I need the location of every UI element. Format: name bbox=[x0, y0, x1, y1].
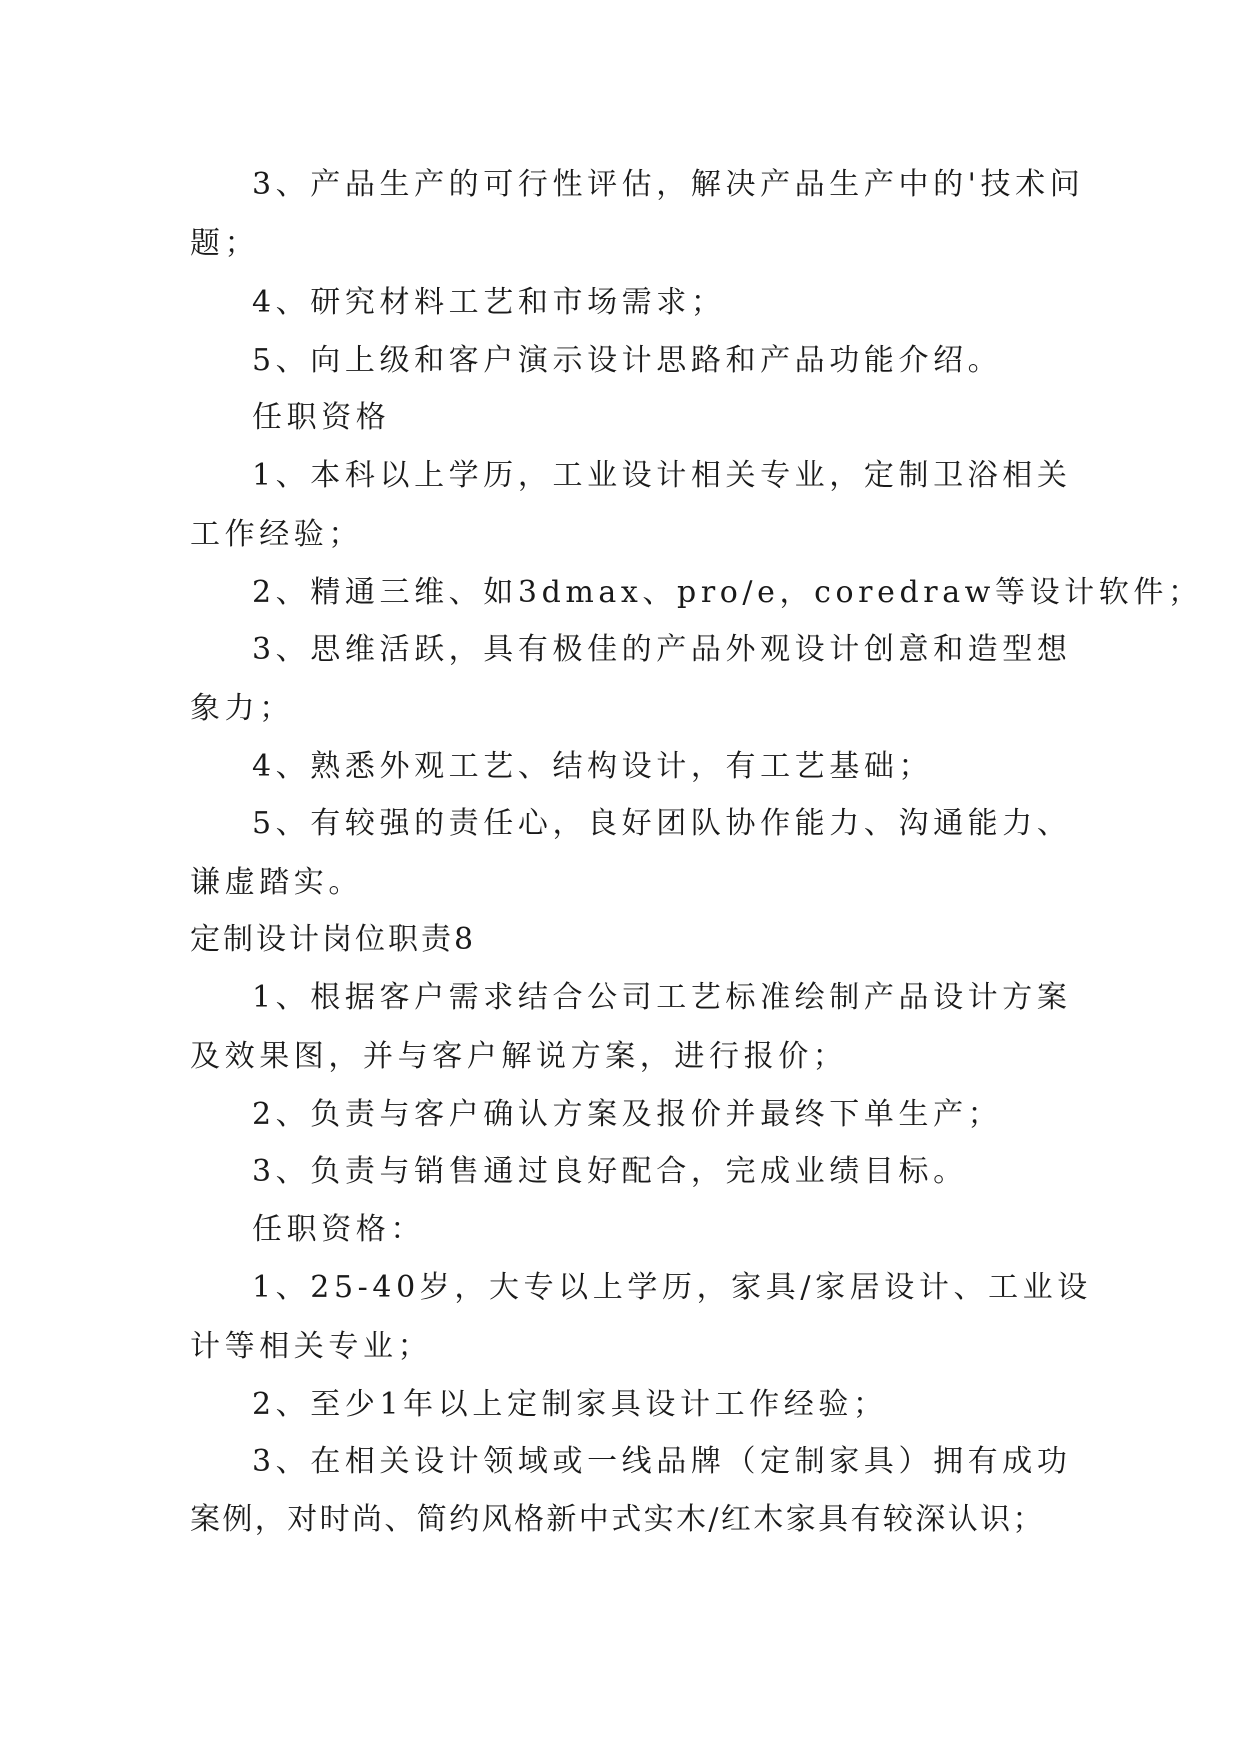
paragraph-line: 谦虚踏实。 bbox=[190, 865, 363, 900]
paragraph-line: 及效果图，并与客户解说方案，进行报价； bbox=[190, 1039, 848, 1074]
paragraph-line: 案例，对时尚、简约风格新中式实木/红木家具有较深认识； bbox=[190, 1502, 1045, 1537]
paragraph-line: 2、至少1年以上定制家具设计工作经验； bbox=[252, 1387, 888, 1422]
paragraph-line: 3、产品生产的可行性评估，解决产品生产中的'技术问 bbox=[252, 167, 1085, 202]
paragraph-line: 象力； bbox=[190, 691, 294, 726]
paragraph-line: 3、负责与销售通过良好配合，完成业绩目标。 bbox=[252, 1154, 968, 1189]
paragraph-line: 3、在相关设计领域或一线品牌（定制家具）拥有成功 bbox=[252, 1444, 1072, 1479]
section-title: 定制设计岗位职责8 bbox=[190, 922, 477, 957]
paragraph-line: 4、研究材料工艺和市场需求； bbox=[252, 285, 726, 320]
paragraph-line: 1、25-40岁，大专以上学历，家具/家居设计、工业设 bbox=[252, 1270, 1092, 1305]
paragraph-line: 2、精通三维、如3dmax、pro/e，coredraw等设计软件； bbox=[252, 575, 1203, 610]
paragraph-line: 1、根据客户需求结合公司工艺标准绘制产品设计方案 bbox=[252, 980, 1072, 1015]
paragraph-line: 5、有较强的责任心，良好团队协作能力、沟通能力、 bbox=[252, 806, 1072, 841]
section-heading: 任职资格 bbox=[252, 400, 391, 435]
paragraph-line: 2、负责与客户确认方案及报价并最终下单生产； bbox=[252, 1097, 1003, 1132]
paragraph-line: 计等相关专业； bbox=[190, 1329, 433, 1364]
section-heading: 任职资格： bbox=[252, 1212, 425, 1247]
paragraph-line: 5、向上级和客户演示设计思路和产品功能介绍。 bbox=[252, 343, 1003, 378]
paragraph-line: 4、熟悉外观工艺、结构设计，有工艺基础； bbox=[252, 749, 934, 784]
paragraph-line: 工作经验； bbox=[190, 517, 363, 552]
paragraph-line: 题； bbox=[190, 226, 260, 261]
paragraph-line: 1、本科以上学历，工业设计相关专业，定制卫浴相关 bbox=[252, 458, 1072, 493]
paragraph-line: 3、思维活跃，具有极佳的产品外观设计创意和造型想 bbox=[252, 632, 1072, 667]
